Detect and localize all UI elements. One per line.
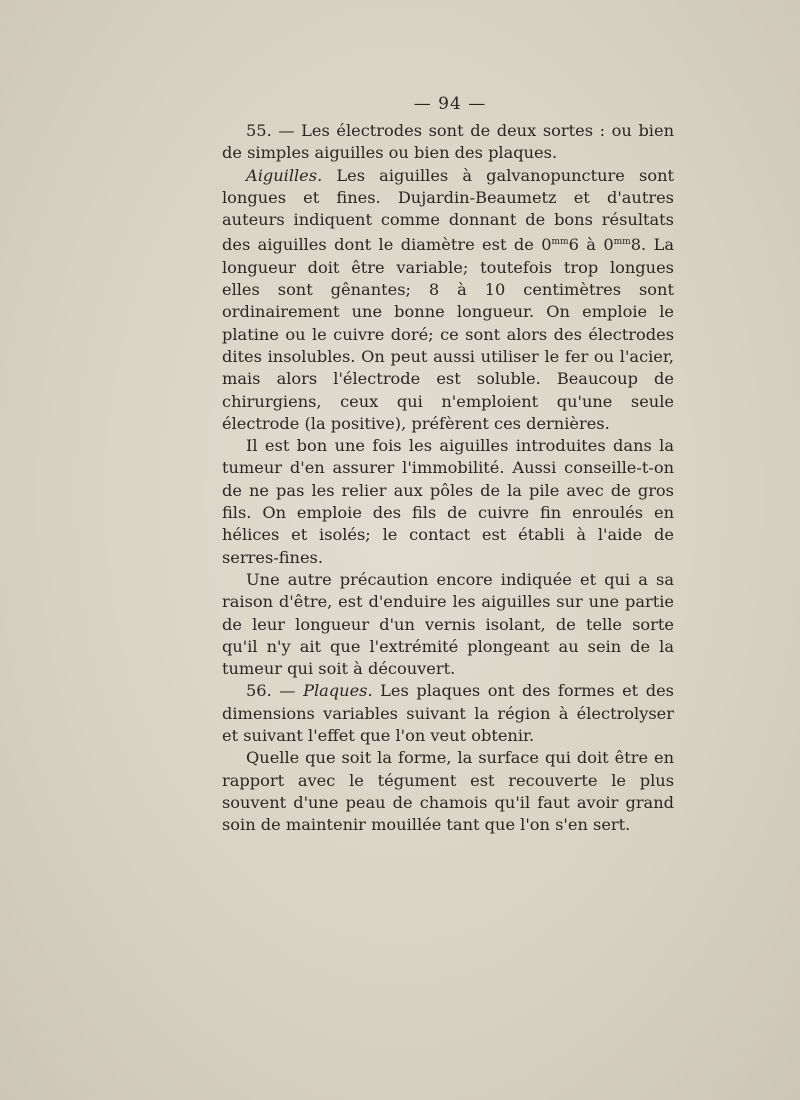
- heading-aiguilles: Aiguilles.: [246, 165, 323, 185]
- section-number: 55. —: [246, 121, 302, 140]
- paragraph-precaution: [222, 569, 674, 680]
- page-number: — 94 —: [413, 94, 487, 114]
- paragraph-text: Il est bon une fois les aiguilles introduites dans la tumeur d'en assurer l'immobilité. Aussi conseille-t-on de ne pas les relier aux pôles de la pile avec de gros fils. On emploie des fils de cuivre fin enroulés en hélices et isolés; le contact est établi à l'aide de serres-fines.: [222, 436, 674, 567]
- paragraph-text: Une autre précaution encore indiquée et qui a sa raison d'être, est d'enduire les aiguilles sur une partie de leur longueur d'un vernis isolant, de telle sorte qu'il n'y ait que l'extrémité plongeant au sein de la tumeur qui soit à découvert.: [222, 569, 674, 679]
- unit-superscript: mm: [551, 237, 569, 248]
- paragraph-text: Quelle que soit la forme, la surface qui doit être en rapport avec le tégument est recouverte le plus souvent d'une peau de chamois qu'il faut avoir grand soin de maintenir mouillée tant que l'on s'en sert.: [222, 748, 674, 835]
- heading-plaques: Plaques.: [303, 681, 373, 701]
- paragraph-immobilite: [222, 435, 674, 569]
- paragraph-55: [222, 120, 674, 165]
- paragraph-text: Les électrodes sont de deux sortes : ou bien de simples aiguilles ou bien des plaques.: [222, 121, 674, 163]
- body-text: [222, 120, 674, 837]
- paragraph-text: Les plaques ont des formes et des dimensions variables suivant la région à électrolyser et suivant l'effet que l'on veut obtenir.: [222, 681, 674, 746]
- paragraph-text: 6 à 0: [568, 235, 614, 255]
- paragraph-56: [222, 680, 674, 747]
- paragraph-aiguilles: [222, 165, 674, 436]
- paragraph-forme: [222, 747, 674, 836]
- unit-superscript: mm: [613, 237, 631, 248]
- paragraph-text: 8. La longueur doit être variable; toutefois trop longues elles sont gênantes; 8 à 10 centimètres sont ordinairement une bonne longueur. On emploie le platine ou le cuivre doré; ce sont alors des électrodes dites insolubles. On peut aussi utiliser le fer ou l'acier, mais alors l'électrode est soluble. Beaucoup de chirurgiens, ceux qui n'emploient qu'une seule électrode (la positive), préfèrent ces dernières.: [222, 235, 674, 433]
- section-number: 56. —: [246, 681, 304, 701]
- paragraph-text: Les aiguilles à galvanopuncture sont longues et fines. Dujardin-Beaumetz et d'autres auteurs indiquent comme donnant de bons résultats des aiguilles dont le diamètre est de 0: [222, 165, 674, 255]
